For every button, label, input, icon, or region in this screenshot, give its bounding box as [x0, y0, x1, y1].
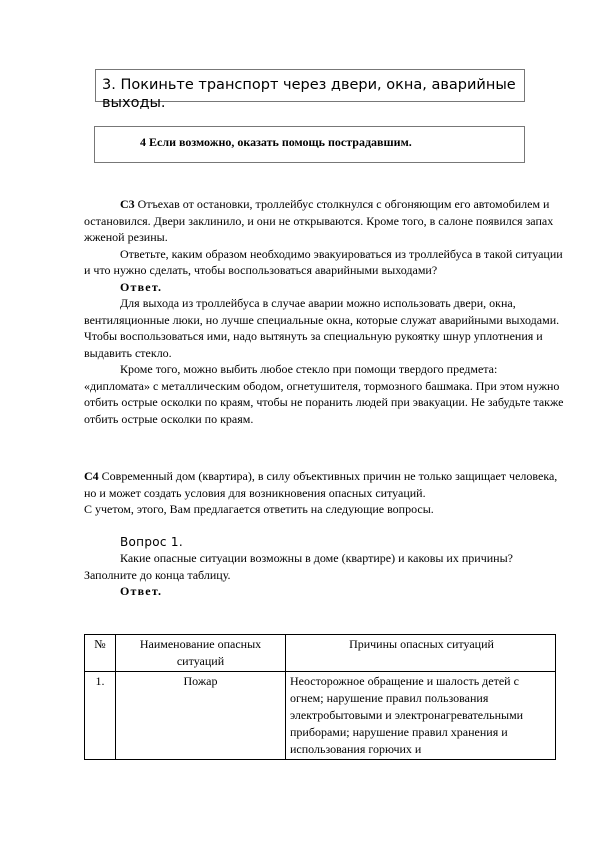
c3-answer-label: Ответ. — [120, 279, 163, 294]
hazard-table — [84, 634, 556, 760]
header-number: № — [85, 635, 116, 672]
c4-intro — [84, 468, 564, 501]
table-header-row — [85, 635, 556, 672]
row-number: 1. — [85, 672, 116, 760]
instruction-box-4 — [94, 126, 525, 163]
row-causes: Неосторожное обращение и шалость детей с огнем; нарушение правил пользования электробытовыми и электронагревательными приборами; нарушение правил хранения и использования горючих и — [286, 672, 556, 760]
c4-label: С4 — [84, 469, 99, 483]
c4-line2: С учетом, этого, Вам предлагается ответить на следующие вопросы. — [84, 502, 434, 516]
header-name: Наименование опасных ситуаций — [116, 635, 286, 672]
c3-intro-text: Отъехав от остановки, троллейбус столкнулся с обгоняющим его автомобилем и остановился. Двери заклинило, и они не открываются. Кроме того, в салоне появился запах жженой резины. — [84, 197, 554, 244]
task-c3 — [84, 196, 564, 427]
instruction-box-3 — [95, 69, 525, 111]
task-c4 — [84, 468, 564, 600]
c4-question: Какие опасные ситуации возможны в доме (квартире) и каковы их причины? Заполните до конца таблицу. — [84, 551, 513, 582]
row-name: Пожар — [116, 672, 286, 760]
table-row — [85, 672, 556, 760]
c3-intro — [84, 196, 564, 246]
header-causes: Причины опасных ситуаций — [286, 635, 556, 672]
c4-question-label: Вопрос 1. — [120, 534, 183, 549]
c3-answer-paragraph-2: Кроме того, можно выбить любое стекло при помощи твердого предмета: «дипломата» с металлическим ободом, огнетушителя, тормозного башмака. При этом нужно отбить острые осколки по краям, чтобы не поранить людей при эвакуации. Не забудьте также отбить острые осколки по краям. — [84, 362, 564, 426]
instruction-4-text: 4 Если возможно, оказать помощь пострадавшим. — [140, 135, 412, 149]
c4-answer-label: Ответ. — [120, 584, 163, 598]
c3-question: Ответьте, каким образом необходимо эвакуироваться из троллейбуса в такой ситуации и что нужно сделать, чтобы воспользоваться аварийными выходами? — [84, 246, 563, 277]
c3-label: С3 — [120, 197, 135, 211]
instruction-3-text: 3. Покиньте транспорт через двери, окна, аварийные выходы. — [102, 77, 516, 111]
c4-intro-text: Современный дом (квартира), в силу объективных причин не только защищает человека, но и может создать условия для возникновения опасных ситуаций. — [84, 469, 558, 500]
c3-answer-paragraph-1: Для выхода из троллейбуса в случае аварии можно использовать двери, окна, вентиляционные люки, но лучше специальные окна, которые служат аварийными выходами. Чтобы воспользоваться ими, надо вытянуть за специальную рукоятку шнур уплотнения и выдавить стекло. — [84, 296, 560, 360]
